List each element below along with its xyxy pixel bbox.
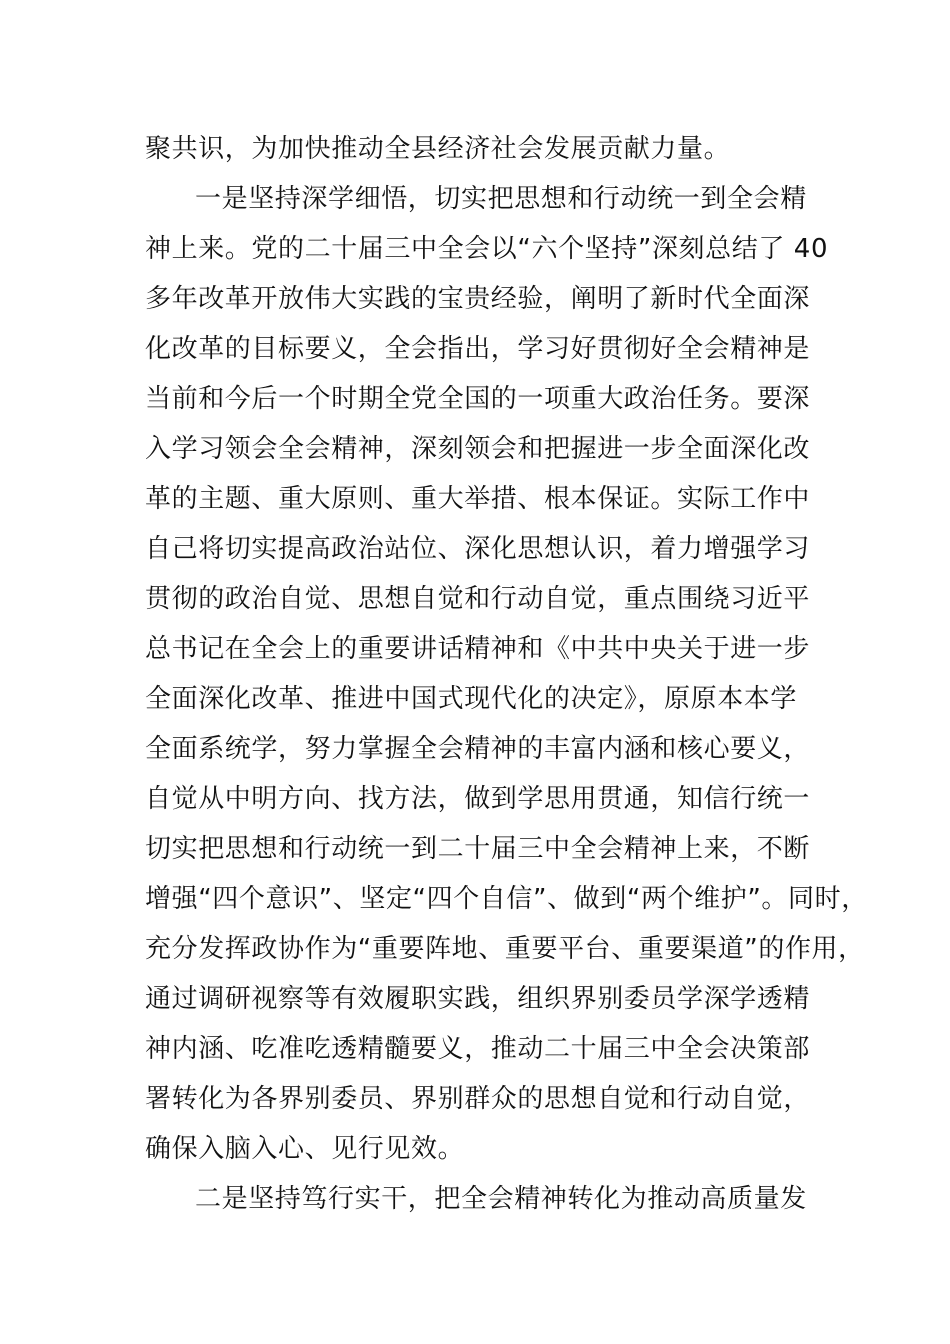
text-line: 神上来。党的二十届三中全会以“六个坚持”深刻总结了 40 [145,234,829,264]
text-line: 确保入脑入心、见行见效。 [145,1134,465,1164]
text-line: 当前和今后一个时期全党全国的一项重大政治任务。要深 [145,384,811,414]
text-line: 自己将切实提高政治站位、深化思想认识，着力增强学习 [145,534,811,564]
text-line: 全面深化改革、推进中国式现代化的决定》，原原本本学 [145,684,798,714]
text-line: 神内涵、吃准吃透精髓要义，推动二十届三中全会决策部 [145,1034,811,1064]
text-line: 总书记在全会上的重要讲话精神和《中共中央关于进一步 [145,634,811,664]
text-line: 贯彻的政治自觉、思想自觉和行动自觉，重点围绕习近平 [145,584,811,614]
text-line: 署转化为各界别委员、界别群众的思想自觉和行动自觉， [145,1084,811,1114]
text-line: 入学习领会全会精神，深刻领会和把握进一步全面深化改 [145,434,811,464]
text-line: 充分发挥政协作为“重要阵地、重要平台、重要渠道”的作用， [145,934,865,964]
text-line: 通过调研视察等有效履职实践，组织界别委员学深学透精 [145,984,811,1014]
text-line: 增强“四个意识”、坚定“四个自信”、做到“两个维护”。同时， [145,884,868,914]
text-line: 多年改革开放伟大实践的宝贵经验，阐明了新时代全面深 [145,284,811,314]
paragraph-start-line: 一是坚持深学细悟，切实把思想和行动统一到全会精 [195,184,807,214]
text-line: 切实把思想和行动统一到二十届三中全会精神上来，不断 [145,834,811,864]
text-line: 自觉从中明方向、找方法，做到学思用贯通，知信行统一 [145,784,811,814]
paragraph-start-line: 二是坚持笃行实干，把全会精神转化为推动高质量发 [195,1184,807,1214]
text-line: 全面系统学，努力掌握全会精神的丰富内涵和核心要义， [145,734,811,764]
text-line: 化改革的目标要义，全会指出，学习好贯彻好全会精神是 [145,334,811,364]
text-line: 革的主题、重大原则、重大举措、根本保证。实际工作中 [145,484,811,514]
text-line: 聚共识，为加快推动全县经济社会发展贡献力量。 [145,134,731,164]
